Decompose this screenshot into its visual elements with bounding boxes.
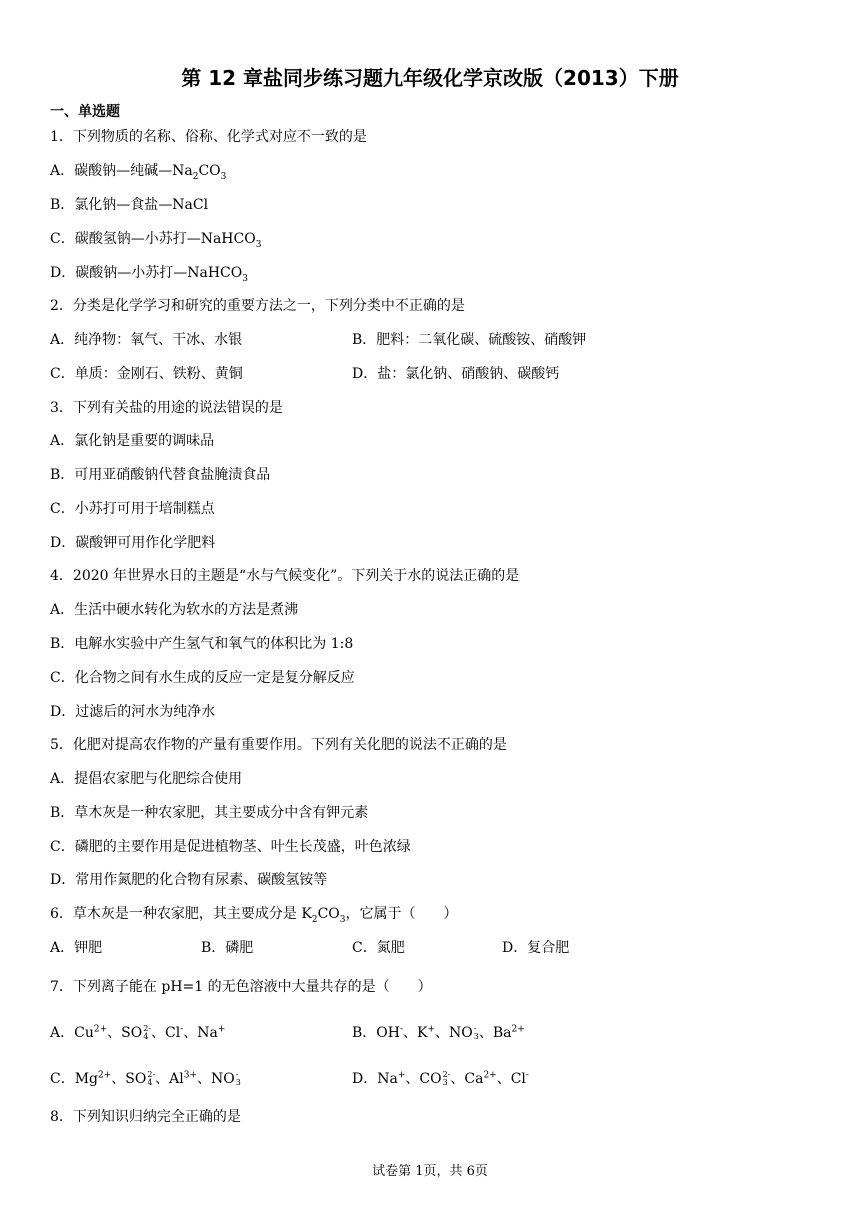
question-5-option-d: D．常用作氮肥的化合物有尿素、碳酸氢铵等	[50, 872, 328, 888]
question-4-option-c: C．化合物之间有水生成的反应一定是复分解反应	[50, 670, 355, 686]
section-heading: 一、单选题	[50, 104, 120, 120]
question-4-stem: 4．2020 年世界水日的主题是“水与气候变化”。下列关于水的说法正确的是	[50, 568, 520, 584]
question-4-option-d: D．过滤后的河水为纯净水	[50, 704, 216, 720]
question-1-stem: 1．下列物质的名称、俗称、化学式对应不一致的是	[50, 129, 367, 145]
question-1-option-d: D．碳酸钠—小苏打—NaHCO$_3$	[50, 265, 248, 284]
question-3-option-a: A．氯化钠是重要的调味品	[50, 433, 215, 449]
page-footer: 试卷第 1页，共 6页	[372, 1164, 488, 1179]
question-6-option-c: C．氮肥	[352, 940, 405, 956]
question-5-option-a: A．提倡农家肥与化肥综合使用	[50, 771, 243, 787]
question-1-option-b: B．氯化钠—食盐—NaCl	[50, 197, 209, 213]
page-title: 第 12 章盐同步练习题九年级化学京改版（2013）下册	[181, 66, 679, 90]
question-2-option-d: D．盐：氯化钠、硝酸钠、碳酸钙	[352, 366, 560, 382]
question-1-option-c: C．碳酸氢钠—小苏打—NaHCO$_3$	[50, 231, 262, 250]
question-8-stem: 8．下列知识归纳完全正确的是	[50, 1109, 241, 1125]
question-6-option-a: A．钾肥	[50, 940, 103, 956]
question-3-option-d: D．碳酸钾可用作化学肥料	[50, 535, 216, 551]
question-7-option-b: B．OH-、K+、NO - 3 、$Ba^{2+}$	[352, 1024, 525, 1041]
question-5-option-c: C．磷肥的主要作用是促进植物茎、叶生长茂盛，叶色浓绿	[50, 839, 411, 855]
question-7-option-d: D．Na+、CO 2- 3 、$Ca^{2+}$、Cl-	[352, 1070, 529, 1087]
question-5-option-b: B．草木灰是一种农家肥，其主要成分中含有钾元素	[50, 805, 369, 821]
question-2-option-a: A．纯净物：氧气、干冰、水银	[50, 332, 243, 348]
question-6-option-d: D．复合肥	[502, 940, 570, 956]
question-7-option-a: A．$Cu^{2+}$、SO 2- 4 、Cl-、Na+	[50, 1024, 226, 1041]
question-4-option-a: A．生活中硬水转化为软水的方法是煮沸	[50, 602, 299, 618]
question-6-option-b: B．磷肥	[201, 940, 254, 956]
question-3-option-c: C．小苏打可用于培制糕点	[50, 501, 215, 517]
question-2-option-b: B．肥料：二氧化碳、硫酸铵、硝酸钾	[352, 332, 587, 348]
question-1-option-a: A．碳酸钠—纯碱$—Na_2CO_3$	[50, 163, 227, 182]
question-7-option-c: C．$Mg^{2+}$、SO 2- 4 、$Al^{3+}$、NO - 3	[50, 1070, 241, 1087]
question-2-stem: 2．分类是化学学习和研究的重要方法之一，下列分类中不正确的是	[50, 298, 465, 314]
question-6-stem: 6．草木灰是一种农家肥，其主要成分是 $K_2CO_3$，它属于（ ）	[50, 906, 458, 925]
question-3-option-b: B．可用亚硝酸钠代替食盐腌渍食品	[50, 467, 271, 483]
question-5-stem: 5．化肥对提高农作物的产量有重要作用。下列有关化肥的说法不正确的是	[50, 737, 507, 753]
question-4-option-b: B．电解水实验中产生氢气和氧气的体积比为 1:8	[50, 636, 354, 652]
question-3-stem: 3．下列有关盐的用途的说法错误的是	[50, 400, 283, 416]
question-2-option-c: C．单质：金刚石、铁粉、黄铜	[50, 366, 243, 382]
question-7-stem: 7．下列离子能在 pH=1 的无色溶液中大量共存的是（ ）	[50, 979, 432, 995]
